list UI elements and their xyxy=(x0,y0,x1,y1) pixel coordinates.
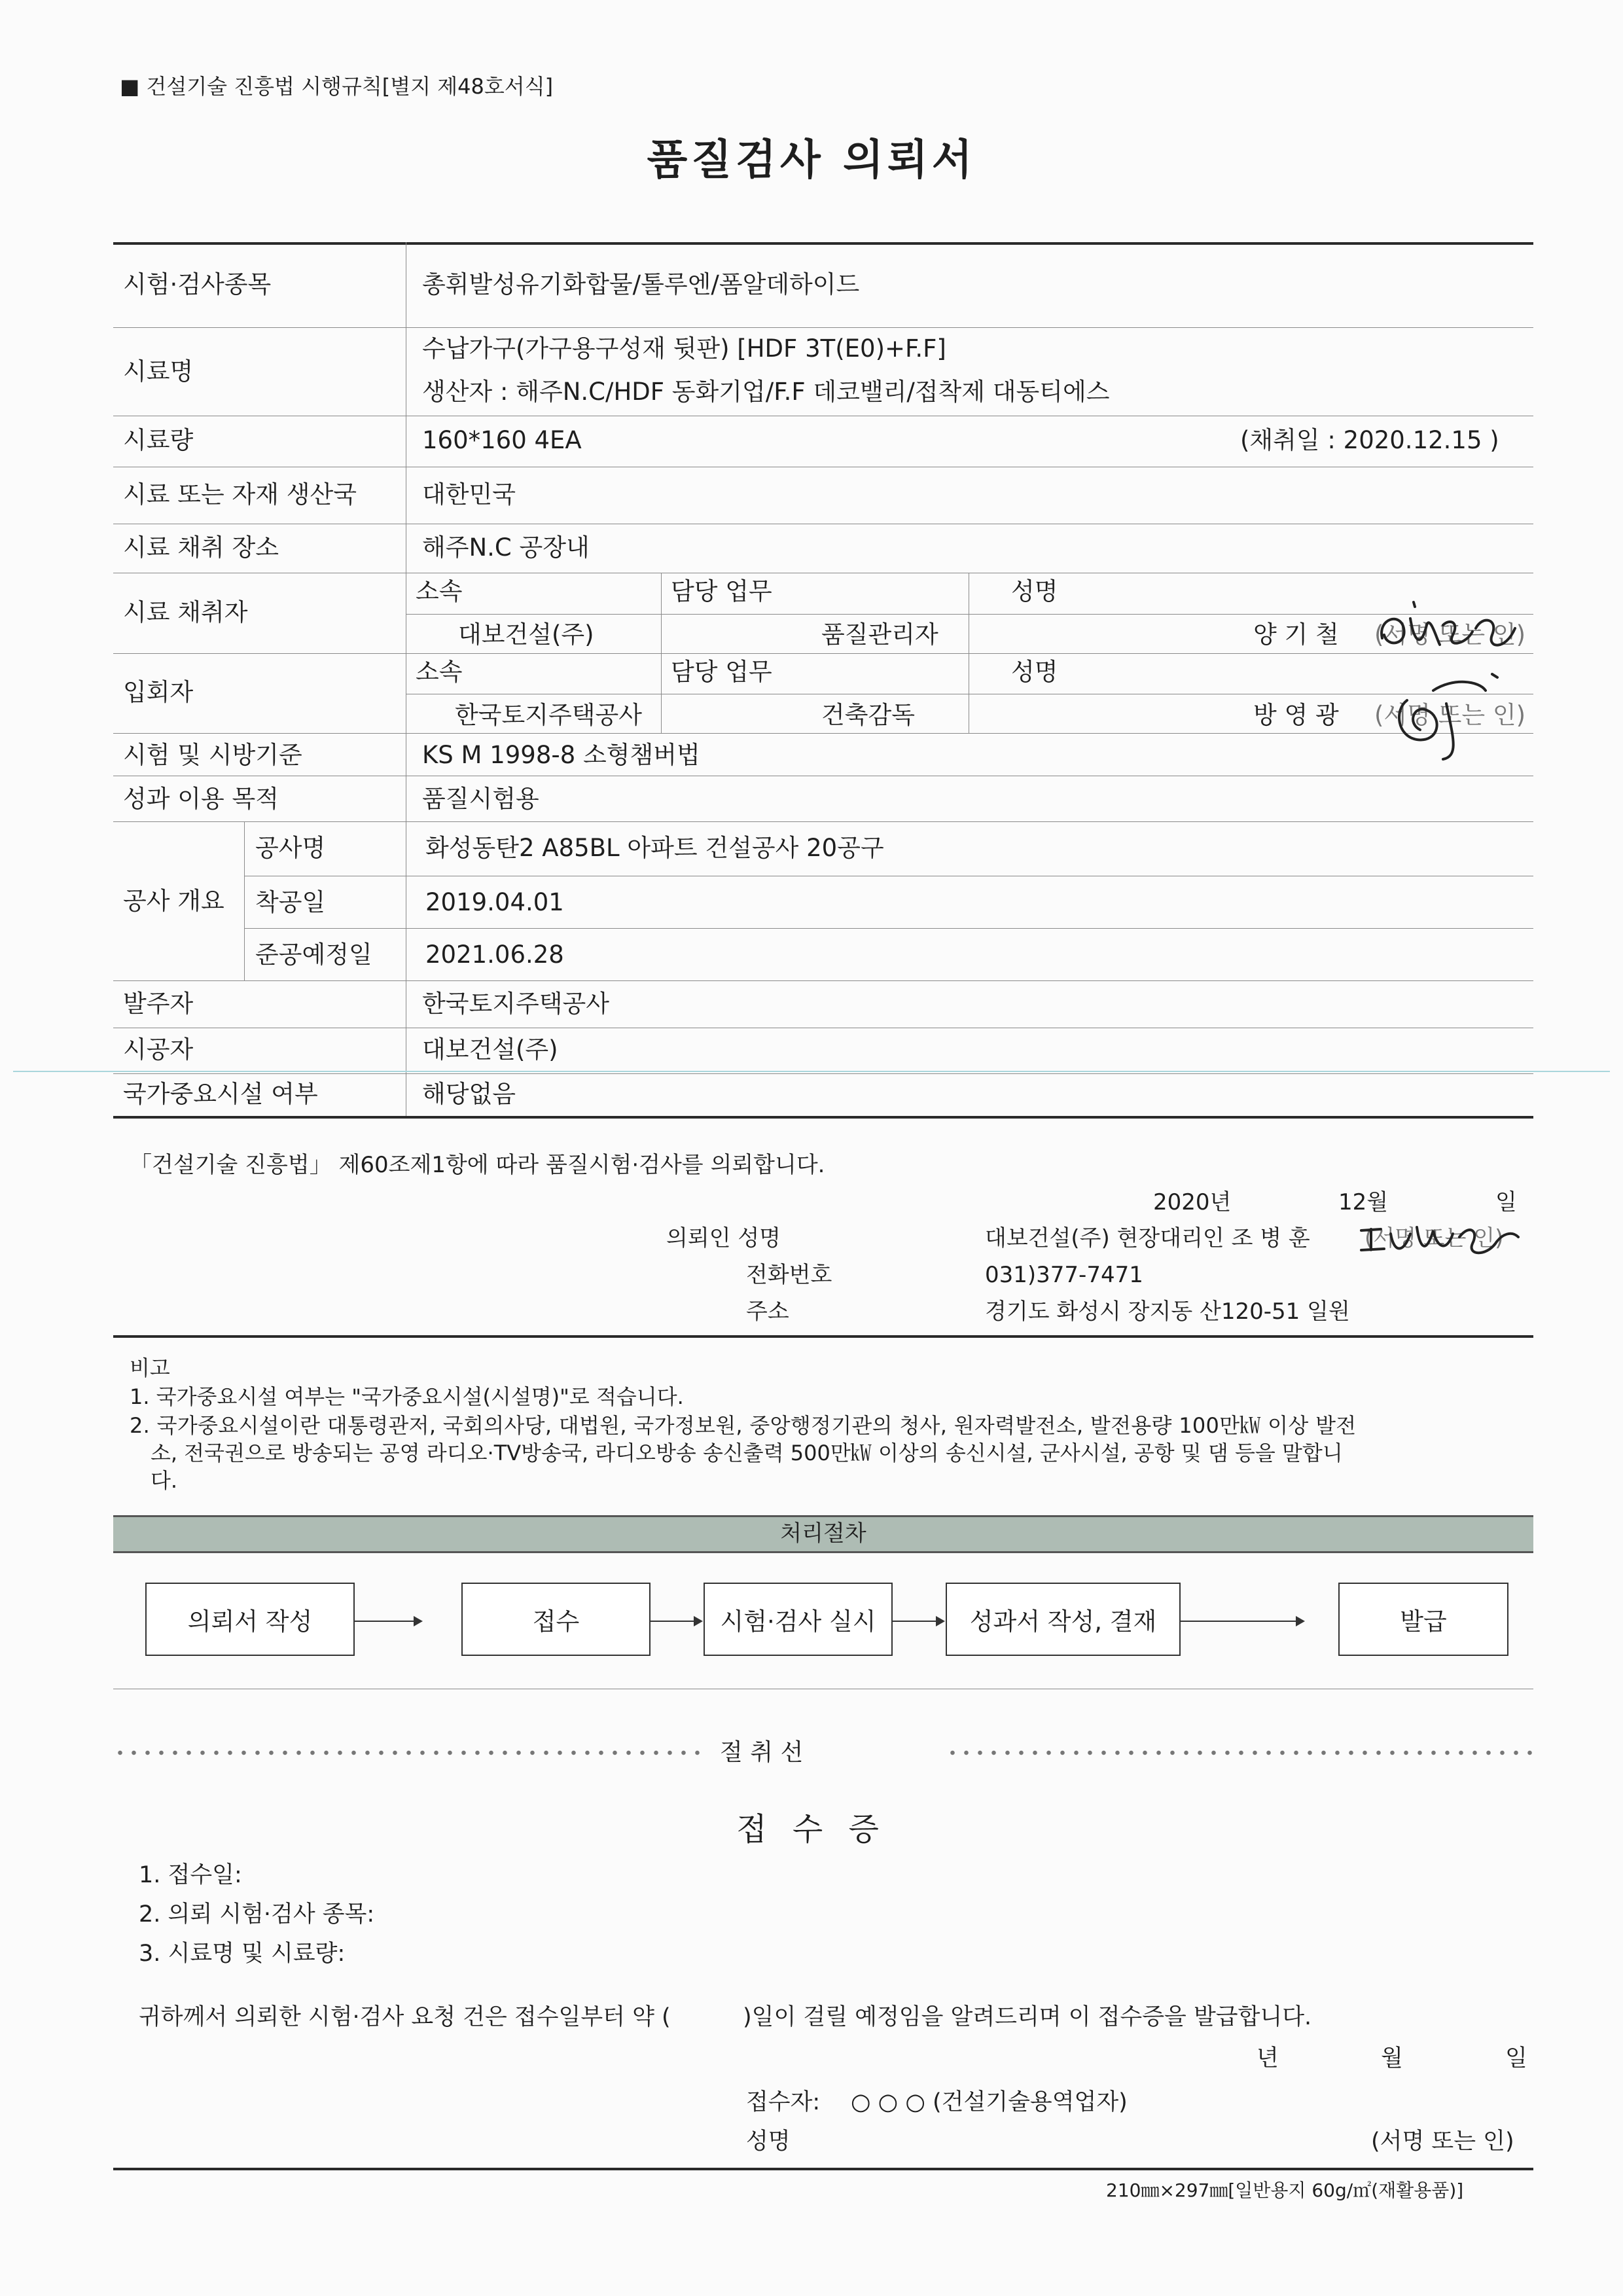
requester-name: 대보건설(주) 현장대리인 조 병 훈 xyxy=(985,1225,1310,1251)
origin-label: 시료 또는 자재 생산국 xyxy=(123,480,357,509)
witness-duty: 건축감독 xyxy=(821,701,915,729)
request-day: 일 xyxy=(1495,1189,1517,1215)
witness-label: 입회자 xyxy=(123,678,194,706)
note-2c: 다. xyxy=(151,1468,178,1493)
sampler-signature xyxy=(1374,599,1531,664)
project-label: 공사 개요 xyxy=(123,887,224,915)
sampler-duty-label: 담당 업무 xyxy=(671,577,772,605)
note-1: 1. 국가중요시설 여부는 "국가중요시설(시설명)"로 적습니다. xyxy=(130,1384,684,1409)
page-title: 품질검사 의뢰서 xyxy=(647,136,976,185)
witness-name-label: 성명 xyxy=(1011,658,1058,686)
requester-label: 의뢰인 성명 xyxy=(666,1225,781,1251)
sampler-org-label: 소속 xyxy=(416,577,463,605)
receipt-year: 년 xyxy=(1257,2045,1279,2072)
receiver-sign: (서명 또는 인) xyxy=(1371,2128,1514,2155)
sampler-label: 시료 채취자 xyxy=(123,598,248,626)
sample-date: (채취일 : 2020.12.15 ) xyxy=(1240,426,1499,454)
receipt-day: 일 xyxy=(1505,2045,1527,2072)
step-request: 의뢰서 작성 xyxy=(145,1583,355,1656)
place-value: 해주N.C 공장내 xyxy=(422,533,590,562)
sample-name-line1: 수납가구(가구용구성재 뒷판) [HDF 3T(E0)+F.F] xyxy=(422,334,946,363)
note-2a: 2. 국가중요시설이란 대통령관저, 국회의사당, 대법원, 국가정보원, 중앙행정기관의 청사, 원자력발전소, 발전용량 100만㎾ 이상 발전 xyxy=(130,1413,1357,1438)
sample-name-label: 시료명 xyxy=(123,357,194,386)
step-issue: 발급 xyxy=(1338,1583,1508,1656)
step-report: 성과서 작성, 결재 xyxy=(946,1583,1181,1656)
receipt-month: 월 xyxy=(1381,2045,1403,2072)
client-label: 발주자 xyxy=(123,990,194,1018)
national-value: 해당없음 xyxy=(422,1080,516,1108)
request-month: 12월 xyxy=(1338,1189,1389,1215)
project-name-label: 공사명 xyxy=(255,834,326,862)
request-year: 2020년 xyxy=(1153,1189,1232,1215)
process-bar xyxy=(113,1515,1533,1553)
sample-qty-label: 시료량 xyxy=(123,426,194,454)
contractor-value: 대보건설(주) xyxy=(422,1035,558,1064)
receiver-label: 접수자: xyxy=(746,2089,821,2115)
receiver-value: ○ ○ ○ (건설기술용역업자) xyxy=(851,2089,1128,2115)
standard-label: 시험 및 시방기준 xyxy=(123,741,302,769)
receipt-title: 접 수 증 xyxy=(736,1811,887,1848)
receiver-name-label: 성명 xyxy=(746,2128,791,2155)
process-title: 처리절차 xyxy=(780,1520,866,1547)
cut-line-right xyxy=(946,1749,1535,1756)
sample-qty-value: 160*160 4EA xyxy=(422,426,582,454)
test-type-label: 시험·검사종목 xyxy=(123,270,272,298)
sampler-name: 양 기 철 xyxy=(1253,620,1339,649)
project-start: 2019.04.01 xyxy=(425,888,564,916)
project-start-label: 착공일 xyxy=(255,888,326,916)
step-receipt: 접수 xyxy=(461,1583,651,1656)
cut-line-label: 절 취 선 xyxy=(720,1739,804,1766)
sampler-name-label: 성명 xyxy=(1011,577,1058,605)
phone-label: 전화번호 xyxy=(746,1262,832,1288)
witness-duty-label: 담당 업무 xyxy=(671,658,772,686)
receipt-item-1: 1. 접수일: xyxy=(139,1862,242,1888)
note-2b: 소, 전국권으로 방송되는 공영 라디오·TV방송국, 라디오방송 송신출력 500만㎾ 이상의 송신시설, 군사시설, 공항 및 댐 등을 말합니 xyxy=(151,1441,1343,1465)
project-end-label: 준공예정일 xyxy=(255,941,372,969)
witness-name: 방 영 광 xyxy=(1253,701,1339,729)
witness-signature xyxy=(1381,664,1512,762)
notes-title: 비고 xyxy=(130,1355,170,1380)
national-label: 국가중요시설 여부 xyxy=(123,1080,318,1108)
request-statement: 「건설기술 진흥법」 제60조제1항에 따라 품질시험·검사를 의뢰합니다. xyxy=(130,1152,825,1178)
contractor-label: 시공자 xyxy=(123,1035,194,1064)
form-label: ■ 건설기술 진흥법 시행규칙[별지 제48호서식] xyxy=(120,74,554,99)
sampler-org: 대보건설(주) xyxy=(458,620,594,649)
cut-line-left xyxy=(113,1749,705,1756)
client-value: 한국토지주택공사 xyxy=(422,990,609,1018)
requester-signature xyxy=(1355,1217,1525,1263)
sampler-sign: (서명 또는 인) xyxy=(1374,620,1526,649)
step-test: 시험·검사 실시 xyxy=(704,1583,893,1656)
purpose-value: 품질시험용 xyxy=(422,785,539,813)
witness-org-label: 소속 xyxy=(416,658,463,686)
project-name: 화성동탄2 A85BL 아파트 건설공사 20공구 xyxy=(425,834,884,862)
witness-org: 한국토지주택공사 xyxy=(455,701,642,729)
paper-spec: 210㎜×297㎜[일반용지 60g/㎡(재활용품)] xyxy=(1106,2179,1464,2201)
project-end: 2021.06.28 xyxy=(425,941,564,969)
receipt-notice-b: )일이 걸릴 예정임을 알려드리며 이 접수증을 발급합니다. xyxy=(743,2004,1312,2030)
witness-sign: (서명 또는 인) xyxy=(1374,701,1526,729)
purpose-label: 성과 이용 목적 xyxy=(123,785,279,813)
standard-value: KS M 1998-8 소형챔버법 xyxy=(422,741,700,769)
sampler-duty: 품질관리자 xyxy=(821,620,938,649)
place-label: 시료 채취 장소 xyxy=(123,533,279,562)
receipt-item-3: 3. 시료명 및 시료량: xyxy=(139,1941,346,1967)
receipt-item-2: 2. 의뢰 시험·검사 종목: xyxy=(139,1901,375,1928)
origin-value: 대한민국 xyxy=(422,480,516,509)
sample-name-line2: 생산자 : 해주N.C/HDF 동화기업/F.F 데코밸리/접착제 대동티에스 xyxy=(422,378,1110,406)
test-type-value: 총휘발성유기화합물/톨루엔/폼알데하이드 xyxy=(422,270,860,298)
receipt-notice-a: 귀하께서 의뢰한 시험·검사 요청 건은 접수일부터 약 ( xyxy=(139,2004,671,2030)
requester-sign: (서명 또는 인) xyxy=(1364,1225,1504,1251)
address-value: 경기도 화성시 장지동 산120-51 일원 xyxy=(985,1299,1350,1325)
address-label: 주소 xyxy=(746,1299,789,1325)
phone-value: 031)377-7471 xyxy=(985,1262,1143,1288)
